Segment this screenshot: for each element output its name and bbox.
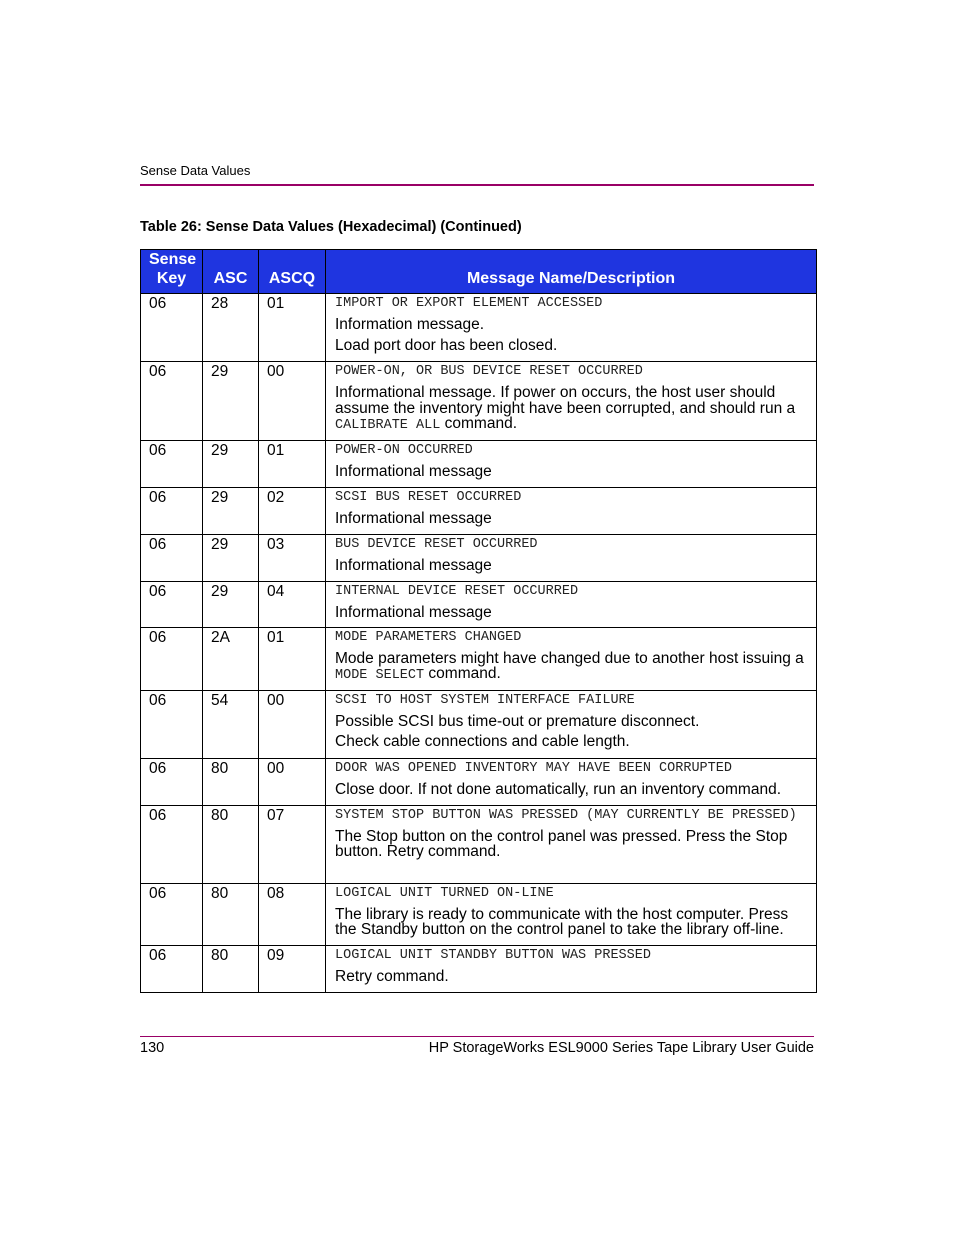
table-row <box>141 627 817 690</box>
asc-cell: 80 <box>203 758 259 805</box>
message-cell <box>326 690 817 758</box>
ascq-cell: 08 <box>259 883 326 945</box>
description-text: Mode parameters might have changed due to another host issuing a <box>335 649 804 667</box>
ascq-cell: 09 <box>259 945 326 992</box>
column-header-ascq: ASCQ <box>259 250 326 294</box>
sense-key-cell: 06 <box>141 487 203 534</box>
message-name: LOGICAL UNIT TURNED ON-LINE <box>335 885 554 901</box>
table-row <box>141 805 817 883</box>
message-description <box>335 385 808 434</box>
message-cell <box>326 805 817 883</box>
message-name: INTERNAL DEVICE RESET OCCURRED <box>335 583 579 599</box>
ascq-cell: 00 <box>259 362 326 441</box>
message-name: POWER-ON, OR BUS DEVICE RESET OCCURRED <box>335 364 643 379</box>
message-description: Informational message <box>335 556 492 574</box>
message-description: Informational message <box>335 603 492 621</box>
column-header-asc: ASC <box>203 250 259 294</box>
button-name-standby: Standby <box>360 921 418 938</box>
command-code: MODE SELECT <box>335 668 425 683</box>
sense-key-cell: 06 <box>141 805 203 883</box>
ascq-cell: 01 <box>259 294 326 362</box>
asc-cell: 80 <box>203 883 259 945</box>
sense-key-cell: 06 <box>141 690 203 758</box>
sense-key-cell: 06 <box>141 534 203 581</box>
message-cell <box>326 440 817 487</box>
message-cell <box>326 362 817 441</box>
message-name: IMPORT OR EXPORT ELEMENT ACCESSED <box>335 296 603 311</box>
asc-cell: 54 <box>203 690 259 758</box>
ascq-cell: 00 <box>259 690 326 758</box>
sense-key-cell: 06 <box>141 627 203 690</box>
message-cell <box>326 627 817 690</box>
message-name: SYSTEM STOP BUTTON WAS PRESSED (MAY CURRENTLY BE PRESSED) <box>335 807 797 823</box>
asc-cell: 29 <box>203 362 259 441</box>
message-description: Retry command. <box>335 967 449 985</box>
message-description <box>335 907 808 938</box>
description-text: button on the control panel was pressed. Press the <box>397 827 756 845</box>
sense-key-cell: 06 <box>141 581 203 627</box>
table-row <box>141 440 817 487</box>
asc-cell: 80 <box>203 805 259 883</box>
message-cell <box>326 945 817 992</box>
table-row <box>141 294 817 362</box>
table-row <box>141 581 817 627</box>
table-row <box>141 945 817 992</box>
sense-key-cell: 06 <box>141 294 203 362</box>
table-row <box>141 534 817 581</box>
ascq-cell: 04 <box>259 581 326 627</box>
description-text: command. <box>424 665 501 682</box>
button-name-stop: Stop <box>755 827 788 845</box>
message-description: Informational message <box>335 462 492 480</box>
sense-key-cell: 06 <box>141 883 203 945</box>
asc-cell: 29 <box>203 581 259 627</box>
running-header: Sense Data Values <box>140 163 251 178</box>
message-cell <box>326 883 817 945</box>
message-name: DOOR WAS OPENED INVENTORY MAY HAVE BEEN CORRUPTED <box>335 760 732 776</box>
description-text: The <box>335 827 367 845</box>
sense-data-table <box>140 249 817 993</box>
table-caption: Table 26: Sense Data Values (Hexadecimal) (Continued) <box>140 219 522 235</box>
header-rule <box>140 184 814 186</box>
column-header-message: Message Name/Description <box>326 250 817 294</box>
ascq-cell: 02 <box>259 487 326 534</box>
ascq-cell: 00 <box>259 758 326 805</box>
description-text: button. Retry command. <box>335 843 501 860</box>
column-header-sense-key: Sense Key <box>141 250 203 294</box>
message-cell <box>326 294 817 362</box>
asc-cell: 80 <box>203 945 259 992</box>
button-name-stop: Stop <box>366 827 398 845</box>
sense-key-cell: 06 <box>141 362 203 441</box>
message-description: Informational message <box>335 509 492 527</box>
asc-cell: 29 <box>203 487 259 534</box>
message-name: LOGICAL UNIT STANDBY BUTTON WAS PRESSED <box>335 947 651 963</box>
table-row <box>141 883 817 945</box>
message-description: Possible SCSI bus time-out or premature disconnect. <box>335 712 700 730</box>
ascq-cell: 07 <box>259 805 326 883</box>
sense-key-cell: 06 <box>141 945 203 992</box>
table-header-row <box>141 250 817 294</box>
message-name: MODE PARAMETERS CHANGED <box>335 629 522 645</box>
message-cell <box>326 581 817 627</box>
ascq-cell: 01 <box>259 627 326 690</box>
message-description: Load port door has been closed. <box>335 336 558 354</box>
page-number: 130 <box>140 1040 165 1056</box>
sense-key-cell: 06 <box>141 758 203 805</box>
asc-cell: 29 <box>203 440 259 487</box>
description-text: command. <box>440 415 517 432</box>
asc-cell: 29 <box>203 534 259 581</box>
message-name: POWER-ON OCCURRED <box>335 442 473 458</box>
message-description: Information message. <box>335 316 485 333</box>
message-description: Close door. If not done automatically, run an inventory command. <box>335 780 782 798</box>
message-description <box>335 651 808 684</box>
message-name: SCSI BUS RESET OCCURRED <box>335 489 522 505</box>
table-row <box>141 487 817 534</box>
sense-key-cell: 06 <box>141 440 203 487</box>
description-text: Informational message. If power on occurs, the host user should assume the inventory might have been corrupted, and should run a <box>335 384 796 417</box>
description-text: The library is ready to communicate with the host computer. Press the <box>335 905 789 938</box>
asc-cell: 28 <box>203 294 259 362</box>
message-name: BUS DEVICE RESET OCCURRED <box>335 536 538 552</box>
ascq-cell: 01 <box>259 440 326 487</box>
book-title: HP StorageWorks ESL9000 Series Tape Library User Guide <box>428 1040 814 1056</box>
command-code: CALIBRATE ALL <box>335 418 441 433</box>
table-row <box>141 758 817 805</box>
message-cell <box>326 534 817 581</box>
message-cell <box>326 758 817 805</box>
message-description <box>335 829 808 860</box>
message-name: SCSI TO HOST SYSTEM INTERFACE FAILURE <box>335 692 635 708</box>
description-text: button on the control panel to take the library off-line. <box>417 921 784 938</box>
table-row <box>141 362 817 441</box>
asc-cell: 2A <box>203 627 259 690</box>
footer-rule <box>140 1036 814 1037</box>
table-row <box>141 690 817 758</box>
ascq-cell: 03 <box>259 534 326 581</box>
message-description: Check cable connections and cable length. <box>335 733 630 750</box>
message-cell <box>326 487 817 534</box>
